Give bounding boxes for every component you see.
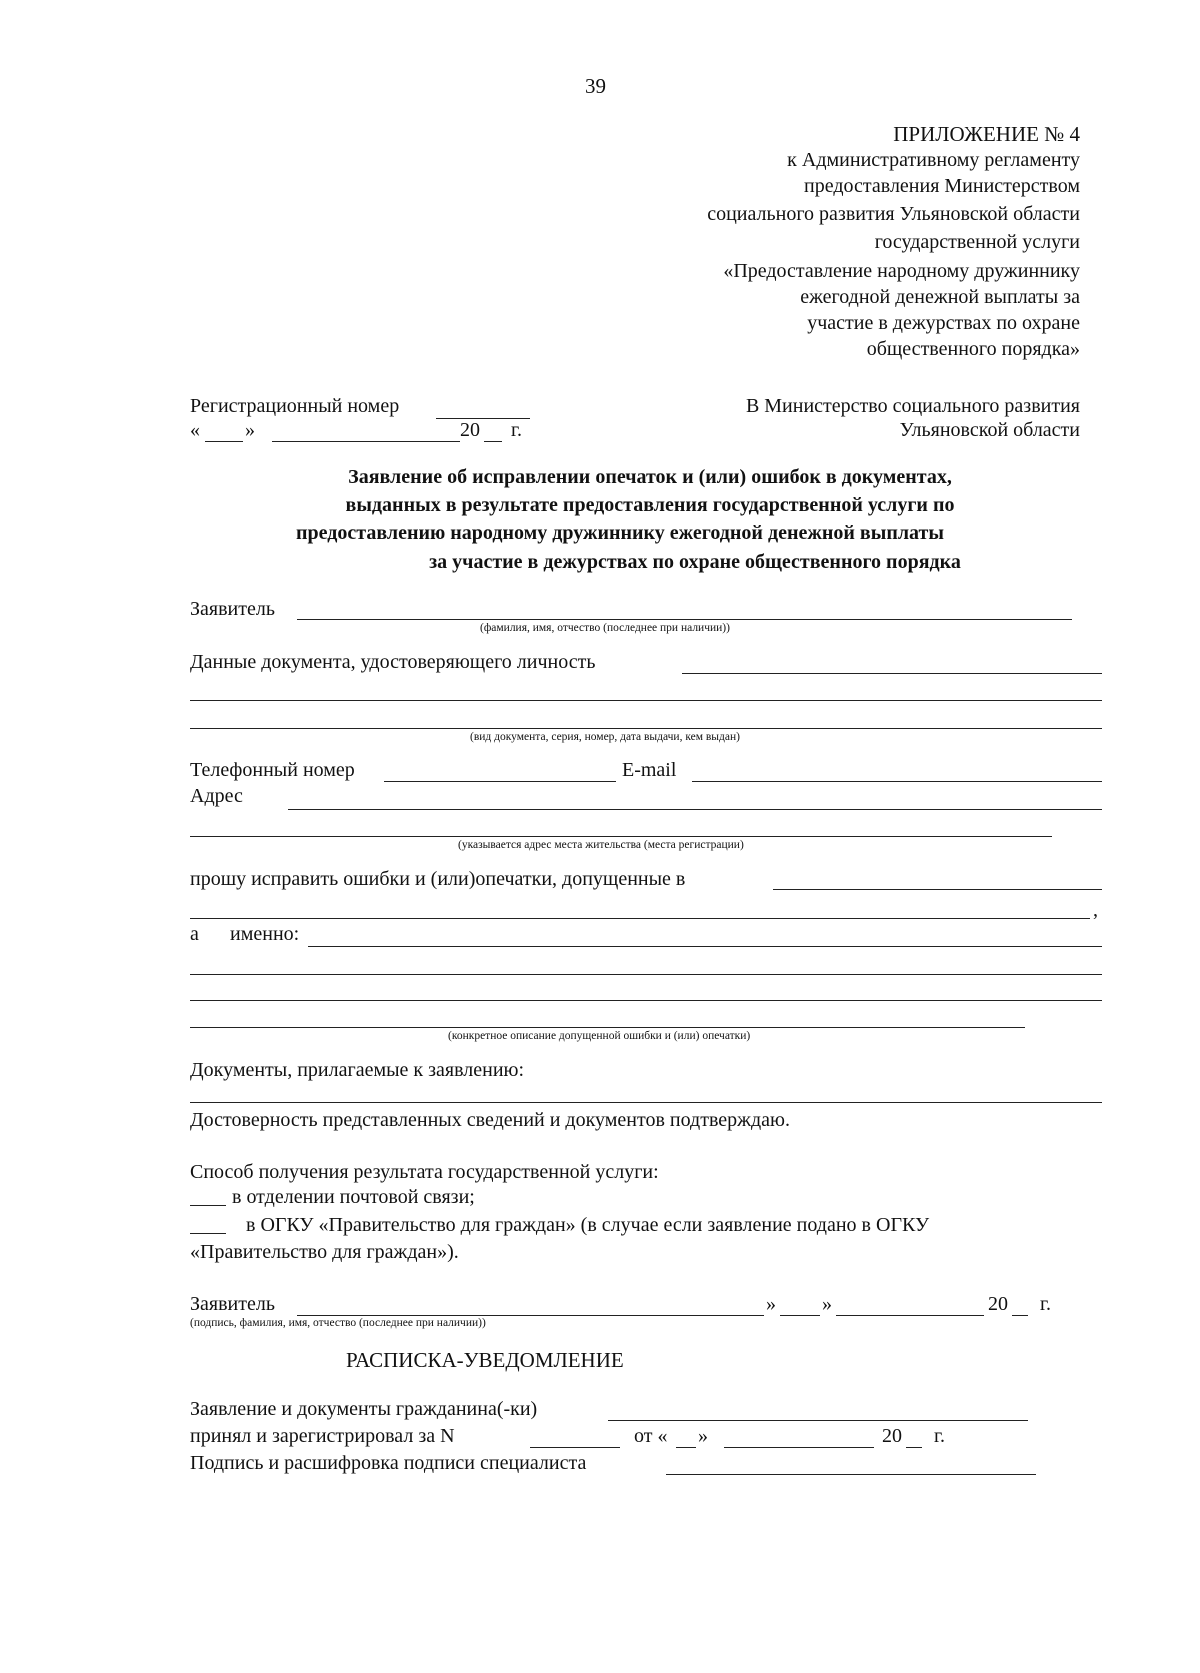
registration-date-close: » [245, 419, 255, 441]
receipt-from-label: от « [634, 1425, 668, 1447]
addressee-line: В Министерство социального развития [745, 395, 1080, 417]
namely-label: именно: [230, 923, 300, 945]
receipt-specialist-line[interactable] [666, 1474, 1036, 1475]
method-option1-line[interactable] [190, 1205, 226, 1206]
sign-label: Заявитель [190, 1293, 275, 1315]
annex-line: участие в дежурствах по охране [807, 312, 1080, 334]
annex-line: «Предоставление народному дружиннику [723, 260, 1080, 282]
attached-label: Документы, прилагаемые к заявлению: [190, 1059, 525, 1081]
method-label: Способ получения результата государственной услуги: [190, 1161, 659, 1183]
applicant-label: Заявитель [190, 598, 275, 620]
method-option2-line[interactable] [190, 1233, 226, 1234]
id-doc-label: Данные документа, удостоверяющего личность [190, 651, 596, 673]
registration-year-line[interactable] [484, 441, 502, 442]
registration-label: Регистрационный номер [190, 395, 400, 417]
namely-line[interactable] [190, 1027, 1025, 1028]
registration-date-open: « [190, 419, 200, 441]
receipt-year: 20 [882, 1425, 902, 1447]
namely-line[interactable] [308, 946, 1102, 947]
namely-line[interactable] [190, 1000, 1102, 1001]
namely-line[interactable] [190, 974, 1102, 975]
heading-line: Заявление об исправлении опечаток и (или) ошибок в документах, [348, 466, 952, 488]
heading-line: предоставлению народному дружиннику ежегодной денежной выплаты [296, 522, 944, 544]
receipt-day-line[interactable] [676, 1447, 696, 1448]
annex-line: социального развития Ульяновской области [707, 203, 1080, 225]
receipt-title: РАСПИСКА-УВЕДОМЛЕНИЕ [346, 1348, 624, 1372]
phone-label: Телефонный номер [190, 759, 355, 781]
namely-a: а [190, 923, 199, 945]
attached-line[interactable] [190, 1102, 1102, 1103]
sign-quote: » [822, 1293, 832, 1315]
sign-hint: (подпись, фамилия, имя, отчество (последнее при наличии)) [190, 1317, 486, 1329]
id-doc-hint: (вид документа, серия, номер, дата выдачи, кем выдан) [470, 731, 740, 743]
receipt-accepted-label: принял и зарегистрировал за N [190, 1425, 455, 1447]
heading-line: выданных в результате предоставления государственной услуги по [345, 494, 955, 516]
id-doc-line[interactable] [190, 700, 1102, 701]
sign-day-line[interactable] [780, 1315, 820, 1316]
sign-year-suffix: г. [1040, 1293, 1051, 1315]
receipt-citizen-line[interactable] [608, 1420, 1028, 1421]
id-doc-line[interactable] [682, 673, 1102, 674]
sign-quote: » [766, 1293, 776, 1315]
annex-line: к Административному регламенту [787, 149, 1080, 171]
annex-title: ПРИЛОЖЕНИЕ № 4 [893, 122, 1080, 146]
receipt-docs-label: Заявление и документы гражданина(-ки) [190, 1398, 538, 1420]
address-hint: (указывается адрес места жительства (места регистрации) [458, 839, 744, 851]
annex-line: общественного порядка» [866, 338, 1080, 360]
sign-month-line[interactable] [836, 1315, 984, 1316]
registration-month-line[interactable] [272, 441, 460, 442]
request-line[interactable] [190, 918, 1090, 919]
registration-day-line[interactable] [205, 441, 243, 442]
email-label: E-mail [622, 759, 677, 781]
annex-line: государственной услуги [874, 231, 1080, 253]
address-label: Адрес [190, 785, 243, 807]
method-option2-cont: «Правительство для граждан»). [190, 1241, 459, 1263]
heading-line: за участие в дежурствах по охране общественного порядка [429, 551, 961, 573]
sign-year-line[interactable] [1012, 1315, 1028, 1316]
annex-line: ежегодной денежной выплаты за [800, 286, 1080, 308]
sign-year: 20 [988, 1293, 1008, 1315]
request-comma: , [1093, 899, 1098, 921]
address-line[interactable] [190, 836, 1052, 837]
sign-line[interactable] [297, 1315, 764, 1316]
address-line[interactable] [288, 809, 1102, 810]
error-hint: (конкретное описание допущенной ошибки и (или) опечатки) [448, 1030, 751, 1042]
receipt-year-line[interactable] [906, 1447, 922, 1448]
registration-year: 20 [460, 419, 480, 441]
request-line[interactable] [773, 889, 1102, 890]
applicant-hint: (фамилия, имя, отчество (последнее при наличии)) [480, 622, 730, 634]
id-doc-line[interactable] [190, 728, 1102, 729]
registration-year-suffix: г. [511, 419, 522, 441]
receipt-from-close: » [698, 1425, 708, 1447]
method-option1: в отделении почтовой связи; [232, 1186, 475, 1208]
confirm-text: Достоверность представленных сведений и документов подтверждаю. [190, 1109, 790, 1131]
applicant-name-line[interactable] [297, 619, 1072, 620]
addressee-line: Ульяновской области [899, 419, 1080, 441]
method-option2: в ОГКУ «Правительство для граждан» (в случае если заявление подано в ОГКУ [246, 1214, 930, 1236]
page-number: 39 [585, 74, 606, 98]
receipt-specialist-label: Подпись и расшифровка подписи специалиста [190, 1452, 587, 1474]
request-label: прошу исправить ошибки и (или)опечатки, допущенные в [190, 868, 686, 890]
email-line[interactable] [692, 781, 1102, 782]
receipt-number-line[interactable] [530, 1447, 620, 1448]
receipt-month-line[interactable] [724, 1447, 874, 1448]
receipt-year-suffix: г. [934, 1425, 945, 1447]
phone-line[interactable] [384, 781, 616, 782]
annex-line: предоставления Министерством [804, 175, 1080, 197]
